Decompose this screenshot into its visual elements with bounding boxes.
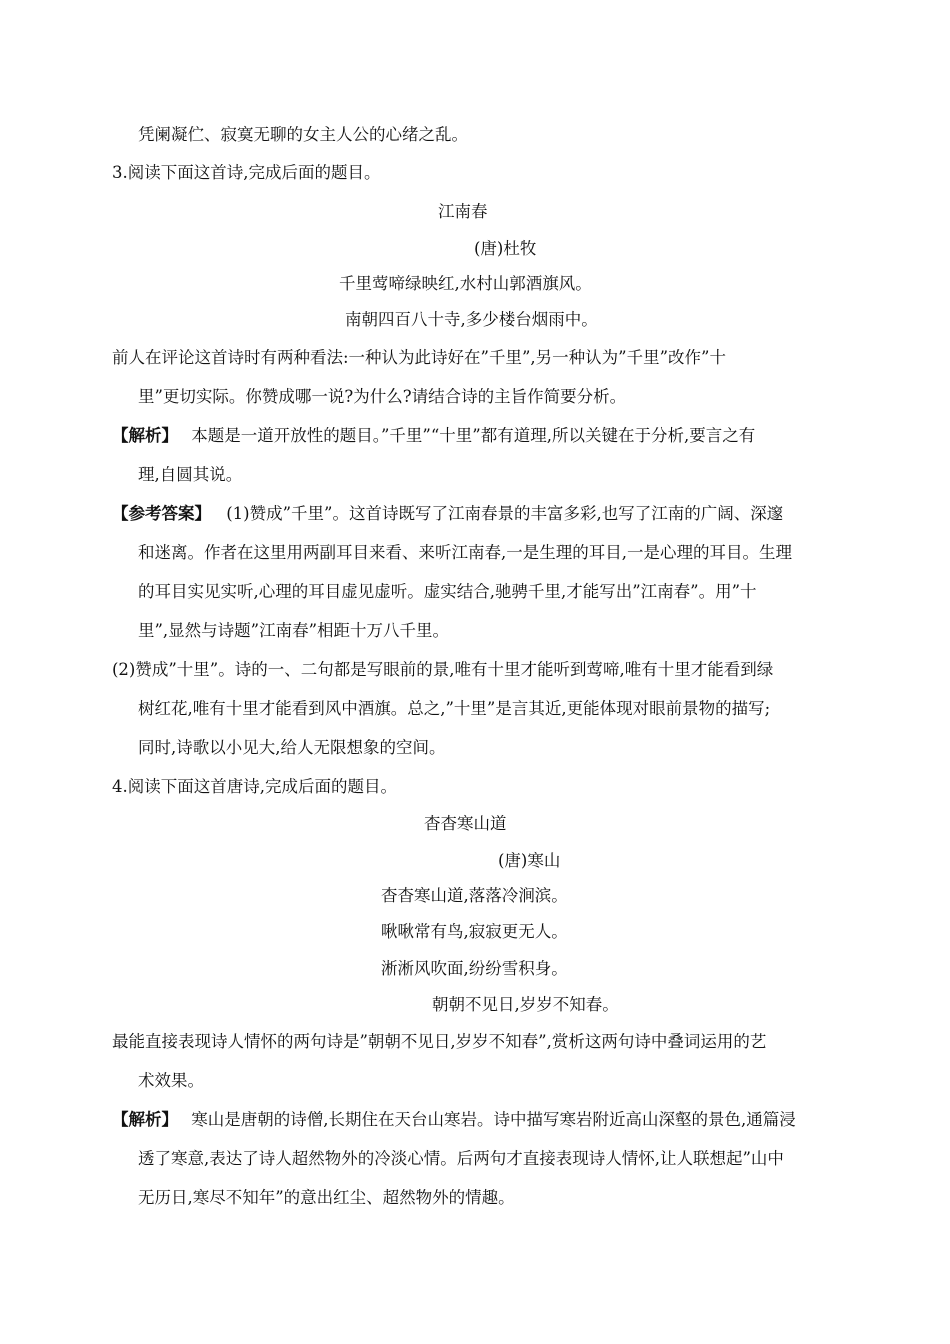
answer-tag: 【参考答案】 xyxy=(112,504,211,523)
q3-prompt: 3.阅读下面这首诗,完成后面的题目。 xyxy=(112,163,381,182)
q4-poem-author: (唐)寒山 xyxy=(498,851,561,870)
q3-answer2-line: (2)赞成”十里”。诗的一、二句都是写眼前的景,唯有十里才能听到莺啼,唯有十里才能看到绿 xyxy=(112,660,774,679)
q3-analysis-line xyxy=(112,425,755,447)
analysis-text: 本题是一道开放性的题目。”千里”“十里”都有道理,所以关键在于分析,要言之有 xyxy=(191,426,756,445)
q3-answer-line: 和迷离。作者在这里用两副耳目来看、来听江南春,一是生理的耳目,一是心理的耳目。生理 xyxy=(138,543,792,562)
q3-answer2-line: 同时,诗歌以小见大,给人无限想象的空间。 xyxy=(138,738,446,757)
q4-analysis-line: 透了寒意,表达了诗人超然物外的冷淡心情。后两句才直接表现诗人情怀,让人联想起”山中 xyxy=(138,1149,784,1168)
analysis-tag: 【解析】 xyxy=(112,426,178,445)
q3-analysis-line: 理,自圆其说。 xyxy=(138,465,243,484)
q4-poem-line: 朝朝不见日,岁岁不知春。 xyxy=(432,995,619,1014)
q3-poem-title: 江南春 xyxy=(438,202,488,221)
q4-poem-title: 杳杳寒山道 xyxy=(424,814,507,833)
q3-answer-line: 的耳目实见实听,心理的耳目虚见虚听。虚实结合,驰骋千里,才能写出”江南春”。用”十 xyxy=(138,582,757,601)
q3-question-line: 里”更切实际。你赞成哪一说?为什么?请结合诗的主旨作简要分析。 xyxy=(138,387,627,406)
q3-question-line: 前人在评论这首诗时有两种看法:一种认为此诗好在”千里”,另一种认为”千里”改作”十 xyxy=(112,348,726,367)
q4-question-line: 术效果。 xyxy=(138,1071,204,1090)
q3-answer-line: 里”,显然与诗题”江南春”相距十万八千里。 xyxy=(138,621,450,640)
answer-text: (1)赞成”千里”。这首诗既写了江南春景的丰富多彩,也写了江南的广阔、深邃 xyxy=(226,504,784,523)
q3-answer2-line: 树红花,唯有十里才能看到风中酒旗。总之,”十里”是言其近,更能体现对眼前景物的描写; xyxy=(138,699,771,718)
q4-poem-line: 杳杳寒山道,落落冷涧滨。 xyxy=(381,886,568,905)
q4-prompt: 4.阅读下面这首唐诗,完成后面的题目。 xyxy=(112,777,397,796)
q4-poem-line: 淅淅风吹面,纷纷雪积身。 xyxy=(381,959,568,978)
analysis-text: 寒山是唐朝的诗僧,长期住在天台山寒岩。诗中描写寒岩附近高山深壑的景色,通篇浸 xyxy=(191,1110,796,1129)
q4-question-line: 最能直接表现诗人情怀的两句诗是”朝朝不见日,岁岁不知春”,赏析这两句诗中叠词运用的艺 xyxy=(112,1032,767,1051)
q3-poem-line: 千里莺啼绿映红,水村山郭酒旗风。 xyxy=(339,274,592,293)
q3-poem-line: 南朝四百八十寺,多少楼台烟雨中。 xyxy=(345,310,598,329)
q4-analysis-line: 无历日,寒尽不知年”的意出红尘、超然物外的情趣。 xyxy=(138,1188,515,1207)
q2-tail-line: 凭阑凝伫、寂寞无聊的女主人公的心绪之乱。 xyxy=(138,125,468,144)
analysis-tag: 【解析】 xyxy=(112,1110,178,1129)
q4-poem-line: 啾啾常有鸟,寂寂更无人。 xyxy=(381,922,568,941)
q3-poem-author: (唐)杜牧 xyxy=(474,239,537,258)
q4-analysis-line xyxy=(112,1109,796,1131)
q3-answer-line xyxy=(112,503,783,525)
